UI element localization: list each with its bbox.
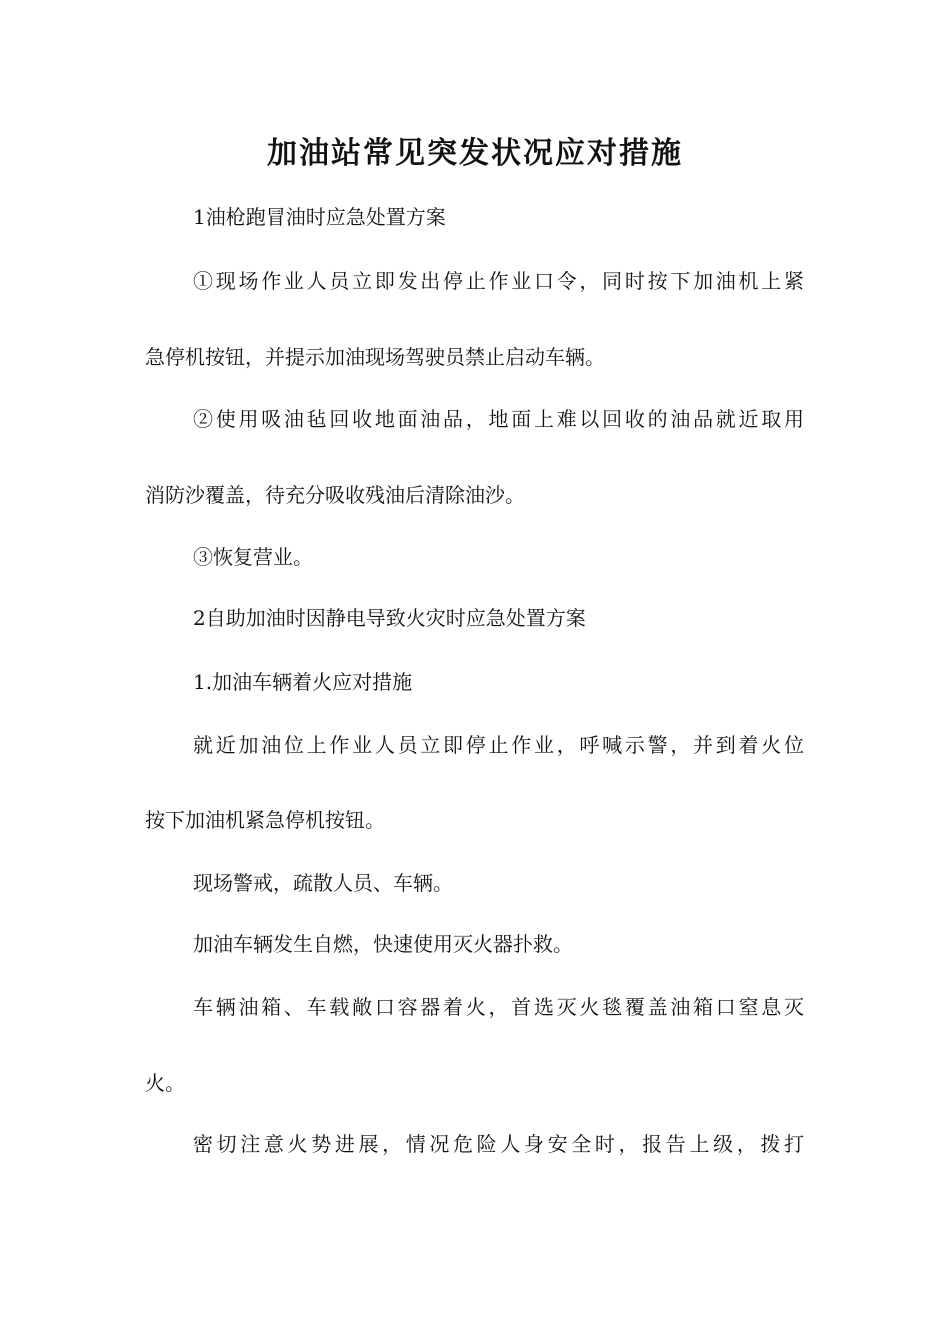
section-heading-2: 2自助加油时因静电导致火灾时应急处置方案 [193, 606, 586, 630]
paragraph-line: ②使用吸油毡回收地面油品，地面上难以回收的油品就近取用 [193, 407, 805, 431]
paragraph-line: 现场警戒，疏散人员、车辆。 [193, 871, 453, 895]
paragraph-line: 就近加油位上作业人员立即停止作业，呼喊示警，并到着火位 [193, 733, 805, 757]
document-title: 加油站常见突发状况应对措施 [267, 136, 683, 171]
paragraph-line: 火。 [145, 1071, 185, 1095]
section-heading-1: 1油枪跑冒油时应急处置方案 [193, 205, 446, 229]
paragraph-line: ①现场作业人员立即发出停止作业口令，同时按下加油机上紧 [193, 269, 805, 293]
paragraph-line: 密切注意火势进展，情况危险人身安全时，报告上级，拨打 [193, 1132, 805, 1156]
paragraph-line: 按下加油机紧急停机按钮。 [145, 808, 385, 832]
paragraph-line: 车辆油箱、车载敞口容器着火，首选灭火毯覆盖油箱口窒息灭 [193, 995, 805, 1019]
paragraph-line: 消防沙覆盖，待充分吸收残油后清除油沙。 [145, 483, 525, 507]
paragraph-line: ③恢复营业。 [193, 545, 313, 569]
paragraph-line: 加油车辆发生自燃，快速使用灭火器扑救。 [193, 932, 573, 956]
subsection-heading: 1.加油车辆着火应对措施 [193, 670, 413, 694]
paragraph-line: 急停机按钮，并提示加油现场驾驶员禁止启动车辆。 [145, 345, 605, 369]
